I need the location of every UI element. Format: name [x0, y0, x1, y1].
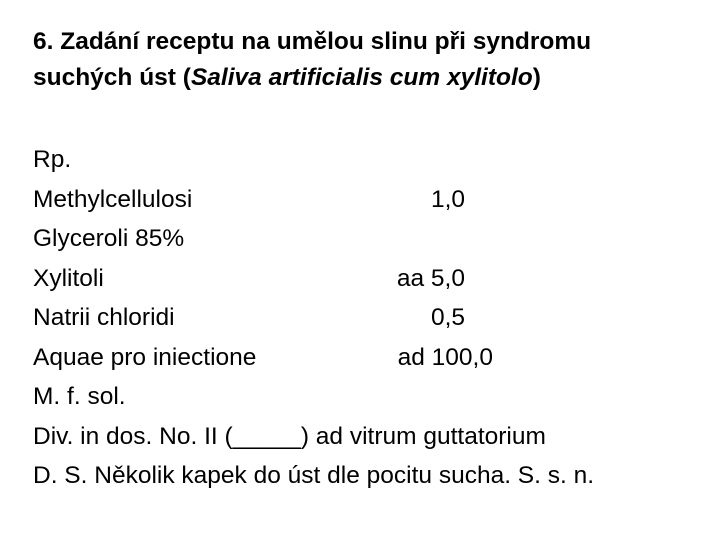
ingredient-amount: 0,5 — [430, 304, 465, 331]
title-line-2 — [33, 60, 693, 96]
signature-line — [33, 456, 713, 496]
ingredient-amount: 1,0 — [430, 185, 465, 213]
title-line-2-suffix: ) — [532, 64, 541, 91]
title-line-2-prefix: suchých úst ( — [33, 64, 191, 91]
mfsol-line — [33, 377, 713, 417]
signature-text: D. S. Několik kapek do úst dle pocitu sucha. S. s. n. — [33, 462, 595, 489]
title-latin-name: Saliva artificialis cum xylitolo — [190, 64, 533, 91]
ingredient-row — [33, 338, 713, 378]
division-line — [33, 417, 713, 457]
ingredient-row — [33, 180, 713, 220]
mfsol-text: M. f. sol. — [33, 383, 126, 410]
rp-label: Rp. — [33, 146, 72, 173]
ingredient-amount: ad 100,0 — [397, 343, 493, 371]
ingredient-name: Aquae pro iniectione — [33, 343, 257, 371]
rp-line — [33, 140, 713, 180]
recipe-title — [33, 24, 693, 96]
division-text: Div. in dos. No. II (_____) ad vitrum guttatorium — [33, 422, 546, 450]
ingredient-name: Glyceroli 85% — [33, 225, 185, 252]
ingredient-row — [33, 219, 713, 259]
ingredient-row — [33, 259, 713, 299]
ingredient-name: Methylcellulosi — [33, 185, 193, 213]
title-line-1: 6. Zadání receptu na umělou slinu při syndromu — [33, 28, 592, 55]
ingredient-name: Xylitoli — [33, 264, 104, 292]
ingredient-amount: aa 5,0 — [396, 264, 465, 292]
ingredient-name: Natrii chloridi — [33, 304, 175, 331]
ingredient-row — [33, 298, 713, 338]
prescription-body — [33, 140, 713, 496]
